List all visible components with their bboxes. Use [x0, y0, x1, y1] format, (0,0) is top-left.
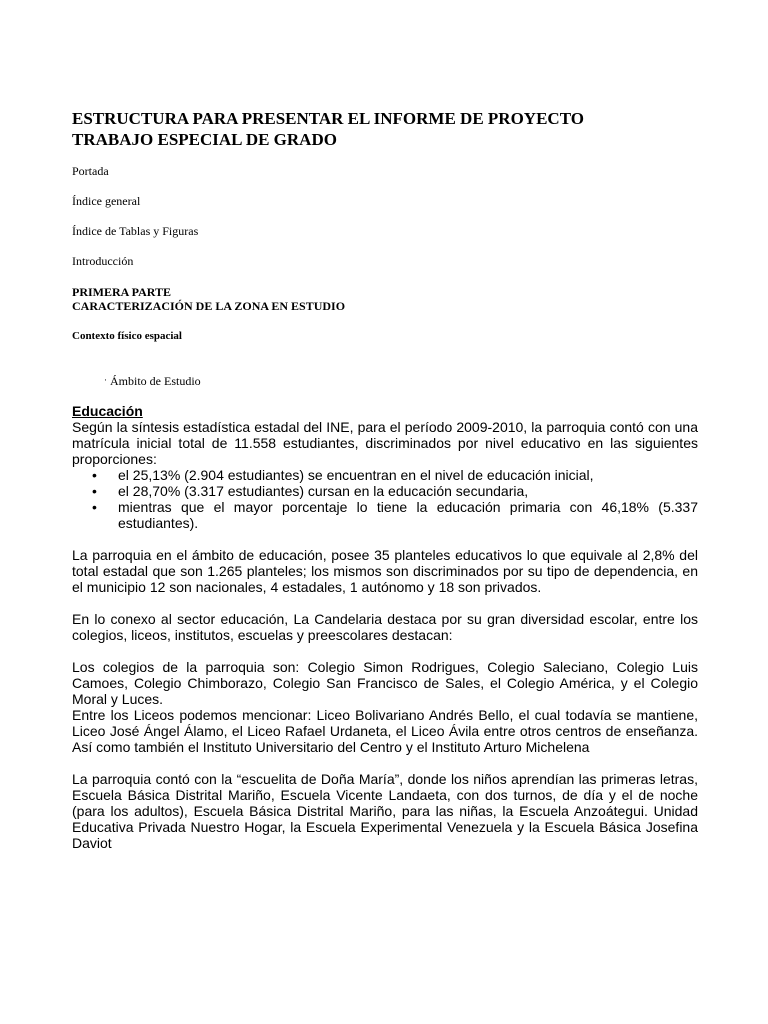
list-item [72, 467, 698, 483]
paragraph-diversidad: En lo conexo al sector educación, La Candelaria destaca por su gran diversidad escolar, entre los colegios, liceos, institutos, escuelas y preescolares destacan: [72, 611, 698, 643]
list-item-text: mientras que el mayor porcentaje lo tiene la educación primaria con 46,18% (5.337 estudiantes). [118, 499, 698, 531]
toc-item-introduccion: Introducción [72, 254, 134, 268]
part-line-1: PRIMERA PARTE [72, 285, 172, 299]
context-heading: Contexto físico espacial [72, 330, 182, 342]
education-heading: Educación [72, 403, 143, 419]
bullet-dot-icon: · [104, 375, 107, 385]
list-item [72, 483, 698, 499]
education-section [72, 403, 698, 851]
title-line-1: ESTRUCTURA PARA PRESENTAR EL INFORME DE PROYECTO [72, 109, 584, 128]
toc-item-indice-tablas: Índice de Tablas y Figuras [72, 224, 199, 238]
ambito-item [104, 374, 201, 389]
document-title [72, 108, 698, 150]
document-page [72, 0, 698, 1024]
list-item-text: el 28,70% (3.317 estudiantes) cursan en la educación secundaria, [118, 483, 529, 499]
toc-item-indice-general: Índice general [72, 194, 141, 208]
title-line-2: TRABAJO ESPECIAL DE GRADO [72, 130, 337, 149]
part-line-2: CARACTERIZACIÓN DE LA ZONA EN ESTUDIO [72, 299, 346, 313]
part-heading [72, 285, 345, 313]
bullet-icon: • [92, 499, 97, 515]
toc-item-portada: Portada [72, 164, 109, 178]
paragraph-colegios: Los colegios de la parroquia son: Colegio Simon Rodrigues, Colegio Saleciano, Colegio Luis Camoes, Colegio Chimborazo, Colegio San Francisco de Sales, el Colegio América, y el Colegio Moral y Luces. [72, 659, 698, 707]
ambito-label: Ámbito de Estudio [110, 374, 201, 388]
list-item [72, 499, 698, 531]
education-intro: Según la síntesis estadística estadal del INE, para el período 2009-2010, la parroquia contó con una matrícula inicial total de 11.558 estudiantes, discriminados por nivel educativo en las siguientes proporciones: [72, 419, 698, 467]
paragraph-escuelas: La parroquia contó con la “escuelita de Doña María”, donde los niños aprendían las primeras letras, Escuela Básica Distrital Mariño, Escuela Vicente Landaeta, con dos turnos, de día y el de noche (para los adultos), Escuela Básica Distrital Mariño, para las niñas, la Escuela Anzoátegui. Unidad Educativa Privada Nuestro Hogar, la Escuela Experimental Venezuela y la Escuela Básica Josefina Daviot [72, 771, 698, 851]
paragraph-planteles: La parroquia en el ámbito de educación, posee 35 planteles educativos lo que equivale al 2,8% del total estadal que son 1.265 planteles; los mismos son discriminados por su tipo de dependencia, en el municipio 12 son nacionales, 4 estadales, 1 autónomo y 18 son privados. [72, 547, 698, 595]
paragraph-liceos: Entre los Liceos podemos mencionar: Liceo Bolivariano Andrés Bello, el cual todavía se mantiene, Liceo José Ángel Álamo, el Liceo Rafael Urdaneta, el Liceo Ávila entre otros centros de enseñanza. Así como también el Instituto Universitario del Centro y el Instituto Arturo Michelena [72, 707, 698, 755]
education-bullet-list [72, 467, 698, 531]
bullet-icon: • [92, 483, 97, 499]
list-item-text: el 25,13% (2.904 estudiantes) se encuentran en el nivel de educación inicial, [118, 467, 594, 483]
bullet-icon: • [92, 467, 97, 483]
